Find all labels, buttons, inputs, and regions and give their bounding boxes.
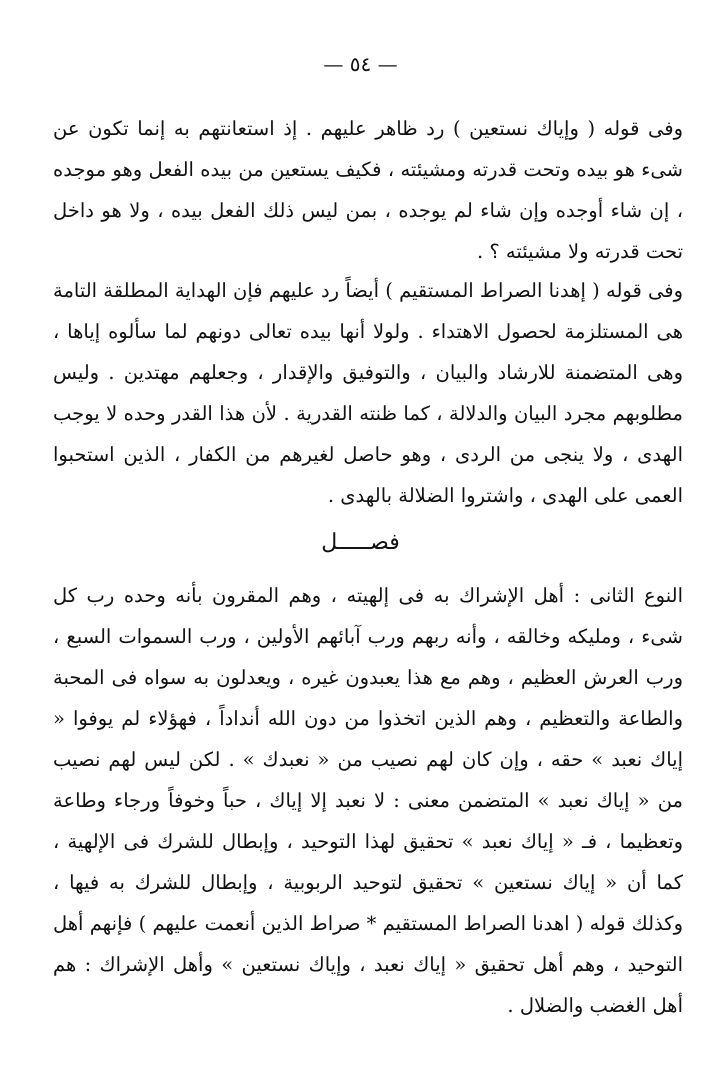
page-number: — ٥٤ — [323, 52, 398, 76]
paragraph-text: النوع الثانى : أهل الإشراك به فى إلهيته ، وهم المقرون بأنه وحده رب كل شىء ، ومليكه وخالقه ، وأنه ربهم ورب آبائهم الأولين ، ورب السموات السبع ، ورب العرش العظيم ، وهم مع هذا يعبدون غيره ، ويعدلون به سواه فى المحبة والطاعة والتعظيم ، وهم الذين اتخذوا من دون الله أنداداً ، فهؤلاء لم يوفوا « إياك نعبد » حقه ، وإن كان لهم نصيب من « نعبدك » . لكن ليس لهم نصيب من « إياك نعبد » المتضمن معنى : لا نعبد إلا إياك ، حباً وخوفاً ورجاء وطاعة وتعظيما ، فـ « إياك نعبد » تحقيق لهذا التوحيد ، وإبطال للشرك فى الإلهية ، كما أن « إياك نستعين » تحقيق لتوحيد الربوبية ، وإبطال للشرك به فيها ، وكذلك قوله ( اهدنا الصراط المستقيم * صراط الذين أنعمت عليهم ) فإنهم أهل التوحيد ، وهم أهل تحقيق « إياك نعبد ، وإياك نستعين » وأهل الإشراك : هم أهل الغضب والضلال . [53, 584, 683, 1017]
paragraph-2 [53, 270, 683, 516]
paragraph-3 [53, 575, 683, 1026]
section-heading: فصـــــل [321, 530, 400, 555]
paragraph-1 [53, 108, 683, 272]
paragraph-text: وفى قوله ( إهدنا الصراط المستقيم ) أيضاً رد عليهم فإن الهداية المطلقة التامة هى المستلزمة لحصول الاهتداء . ولولا أنها بيده تعالى دونهم لما سألوه إياها ، وهى المتضمنة للارشاد والبيان ، والتوفيق والإقدار ، وجعلهم مهتدين . وليس مطلوبهم مجرد البيان والدلالة ، كما ظنته القدرية . لأن هذا القدر وحده لا يوجب الهدى ، ولا ينجى من الردى ، وهو حاصل لغيرهم من الكفار ، الذين استحبوا العمى على الهدى ، واشتروا الضلالة بالهدى . [53, 279, 683, 507]
paragraph-text: وفى قوله ( وإياك نستعين ) رد ظاهر عليهم . إذ استعانتهم به إنما تكون عن شىء هو بيده وتحت قدرته ومشيئته ، فكيف يستعين من بيده الفعل وهو موجده ، إن شاء أوجده وإن شاء لم يوجده ، بمن ليس ذلك الفعل بيده ، ولا هو داخل تحت قدرته ولا مشيئته ؟ . [53, 117, 683, 263]
